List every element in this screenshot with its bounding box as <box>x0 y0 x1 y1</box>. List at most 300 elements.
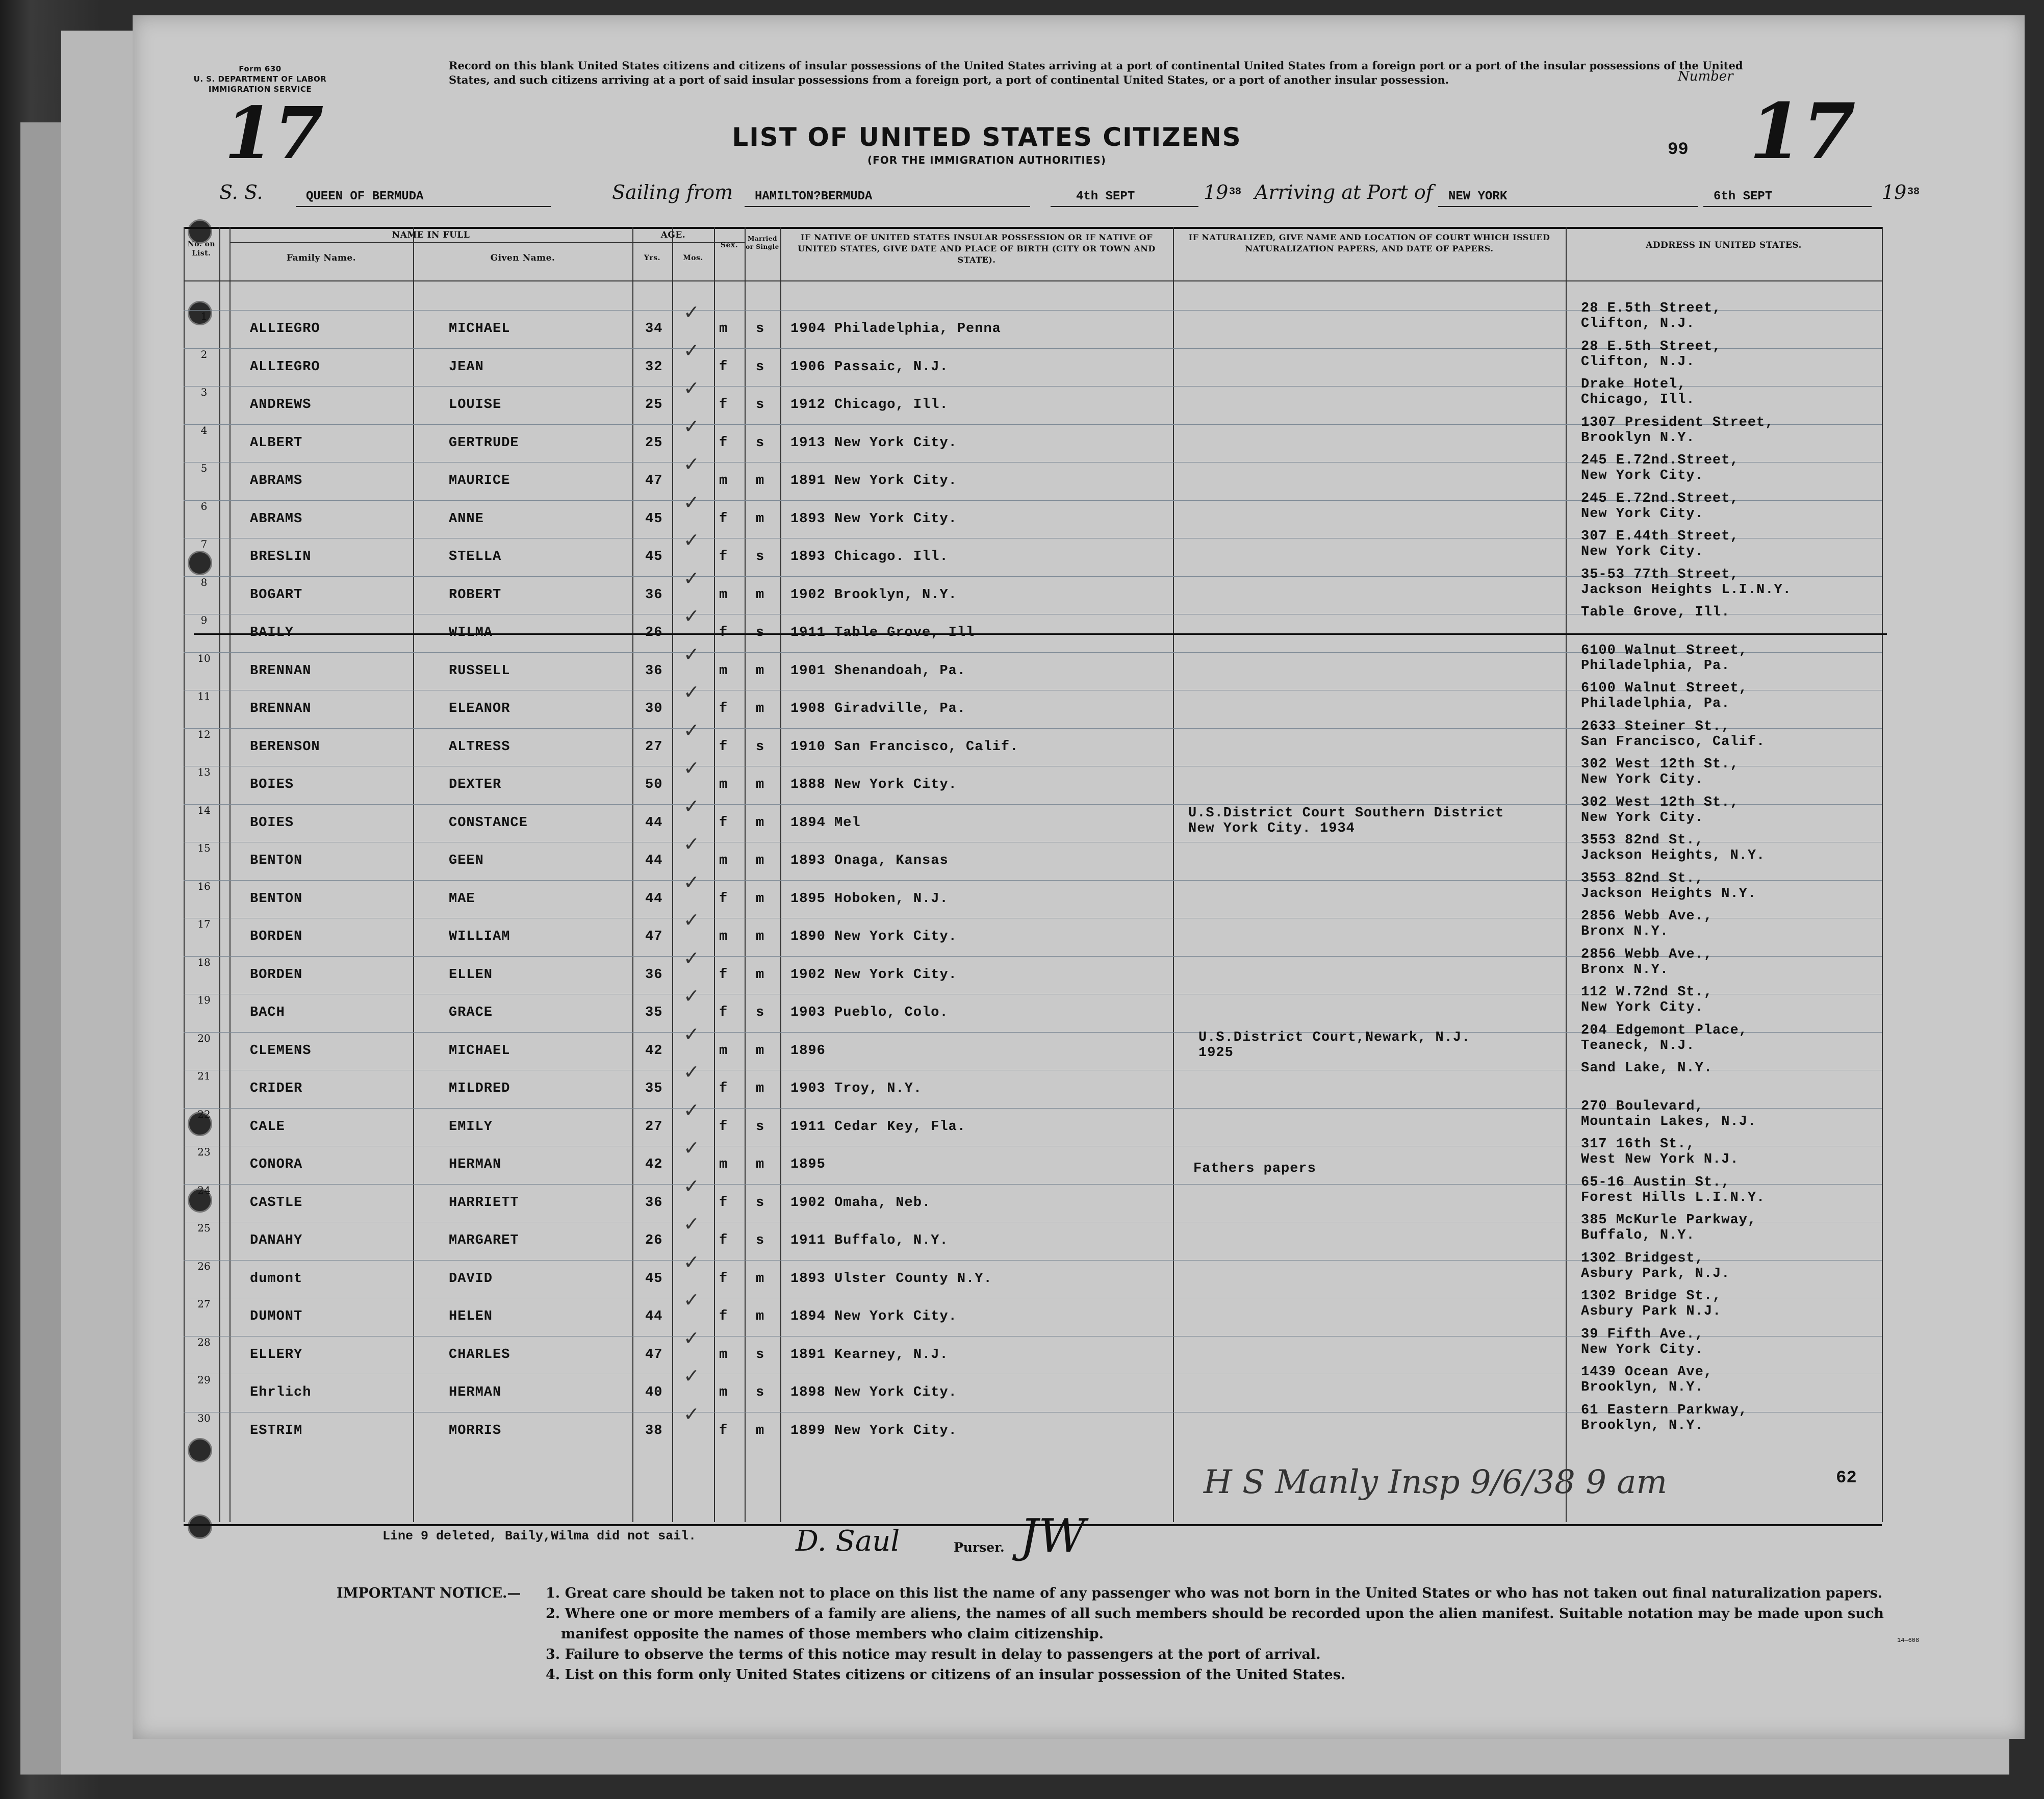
given-name: HELEN <box>449 1309 493 1324</box>
marital-status: s <box>756 1347 765 1363</box>
given-name: DEXTER <box>449 777 502 792</box>
sex: f <box>719 1005 728 1020</box>
marital-status: m <box>756 1043 765 1059</box>
sex: f <box>719 1195 728 1211</box>
check-mark-icon: ✓ <box>683 985 700 1007</box>
marital-status: m <box>756 473 765 489</box>
address-line-2: Clifton, N.J. <box>1581 354 1695 370</box>
col-header-mos: Mos. <box>683 254 703 262</box>
check-mark-icon: ✓ <box>683 1137 700 1159</box>
sex: f <box>719 549 728 564</box>
check-mark-icon: ✓ <box>683 1403 700 1425</box>
birth-date-place: 1902 Brooklyn, N.Y. <box>790 587 957 603</box>
notice-heading: IMPORTANT NOTICE.— <box>337 1585 521 1601</box>
address-line-1: Table Grove, Ill. <box>1581 605 1730 620</box>
family-name: CASTLE <box>250 1195 303 1211</box>
address-line-1: 65-16 Austin St., <box>1581 1175 1730 1190</box>
given-name: MAURICE <box>449 473 510 489</box>
family-name: BENTON <box>250 891 303 907</box>
address-line-1: 61 Eastern Parkway, <box>1581 1403 1748 1418</box>
arriving-label: Arriving at Port of <box>1255 181 1433 203</box>
sex: m <box>719 663 728 679</box>
check-mark-icon: ✓ <box>683 1365 700 1387</box>
family-name: BORDEN <box>250 929 303 944</box>
age-years: 35 <box>645 1081 663 1096</box>
age-years: 27 <box>645 1119 663 1135</box>
service-name: IMMIGRATION SERVICE <box>208 85 312 94</box>
purser-label: Purser. <box>954 1540 1005 1555</box>
address-line-1: 35-53 77th Street, <box>1581 567 1739 582</box>
notice-item: manifest opposite the names of those members who claim citizenship. <box>561 1626 1104 1642</box>
family-name: BENTON <box>250 853 303 868</box>
check-mark-icon: ✓ <box>683 453 700 475</box>
row-number: 26 <box>197 1260 211 1272</box>
check-mark-icon: ✓ <box>683 529 700 551</box>
marital-status: m <box>756 1081 765 1096</box>
marital-status: m <box>756 1309 765 1324</box>
birth-date-place: 1902 New York City. <box>790 967 957 983</box>
family-name: BOIES <box>250 777 294 792</box>
sex: m <box>719 1043 728 1059</box>
marital-status: s <box>756 1005 765 1020</box>
row-number: 25 <box>197 1222 211 1234</box>
address-line-1: 317 16th St., <box>1581 1137 1695 1152</box>
given-name: DAVID <box>449 1271 493 1287</box>
page-title: LIST OF UNITED STATES CITIZENS <box>732 122 1242 152</box>
column-rule <box>745 227 746 1522</box>
birth-date-place: 1903 Troy, N.Y. <box>790 1081 923 1096</box>
sex: m <box>719 1157 728 1172</box>
manifest-sheet <box>133 15 2025 1739</box>
birth-date-place: 1903 Pueblo, Colo. <box>790 1005 949 1020</box>
col-header-married: Married or Single <box>746 235 779 250</box>
handwritten-number-right: 17 <box>1749 87 1856 176</box>
check-mark-icon: ✓ <box>683 301 700 323</box>
check-mark-icon: ✓ <box>683 757 700 779</box>
sex: m <box>719 587 728 603</box>
column-rule <box>780 227 781 1522</box>
address-line-2: Brooklyn, N.Y. <box>1581 1380 1704 1395</box>
family-name: ALLIEGRO <box>250 359 320 375</box>
marital-status: s <box>756 1233 765 1248</box>
given-name: WILMA <box>449 625 493 640</box>
given-name: ELLEN <box>449 967 493 983</box>
row-number: 11 <box>197 690 211 702</box>
inspector-initials: JW <box>1020 1509 1086 1563</box>
given-name: CONSTANCE <box>449 815 528 831</box>
given-name: MARGARET <box>449 1233 519 1248</box>
col-header-age: AGE. <box>660 230 686 240</box>
deletion-note: Line 9 deleted, Baily,Wilma did not sail. <box>382 1529 697 1544</box>
column-rule <box>632 227 633 1522</box>
address-line-1: 302 West 12th St., <box>1581 795 1739 810</box>
header-rule <box>184 280 1882 281</box>
notice-item: 1. Great care should be taken not to place on this list the name of any passenger who was not born in the United States or who has not taken out final naturalization papers. <box>546 1585 1883 1601</box>
given-name: HARRIETT <box>449 1195 519 1211</box>
age-years: 27 <box>645 739 663 755</box>
naturalization-note: Fathers papers <box>1193 1161 1316 1176</box>
birth-date-place: 1893 Onaga, Kansas <box>790 853 949 868</box>
col-header-sex: Sex. <box>720 241 738 249</box>
birth-date-place: 1898 New York City. <box>790 1385 957 1400</box>
given-name: MICHAEL <box>449 1043 510 1059</box>
age-years: 44 <box>645 891 663 907</box>
marital-status: s <box>756 359 765 375</box>
age-years: 25 <box>645 397 663 413</box>
address-line-1: 3553 82nd St., <box>1581 833 1704 848</box>
age-years: 44 <box>645 1309 663 1324</box>
age-years: 45 <box>645 1271 663 1287</box>
family-name: ALBERT <box>250 435 303 451</box>
birth-date-place: 1894 Mel <box>790 815 861 831</box>
sex: f <box>719 891 728 907</box>
address-line-2: Philadelphia, Pa. <box>1581 696 1730 711</box>
address-line-2: New York City. <box>1581 810 1704 826</box>
given-name: MICHAEL <box>449 321 510 337</box>
family-name: BOIES <box>250 815 294 831</box>
row-number: 3 <box>200 386 208 398</box>
inspector-signature: H S Manly Insp 9/6/38 9 am <box>1204 1463 1668 1501</box>
family-name: CRIDER <box>250 1081 303 1096</box>
sailing-underline <box>745 206 1030 207</box>
address-line-2: Jackson Heights, N.Y. <box>1581 848 1766 863</box>
family-name: CONORA <box>250 1157 303 1172</box>
check-mark-icon: ✓ <box>683 795 700 817</box>
address-line-1: 39 Fifth Ave., <box>1581 1327 1704 1342</box>
birth-date-place: 1910 San Francisco, Calif. <box>790 739 1019 755</box>
col-header-given-name: Given Name. <box>490 253 555 263</box>
family-name: BACH <box>250 1005 285 1020</box>
given-name: EMILY <box>449 1119 493 1135</box>
given-name: MAE <box>449 891 475 907</box>
check-mark-icon: ✓ <box>683 947 700 969</box>
sex: f <box>719 739 728 755</box>
marital-status: s <box>756 1385 765 1400</box>
address-line-1: 3553 82nd St., <box>1581 871 1704 886</box>
arrival-port-underline <box>1438 206 1698 207</box>
col-header-birth: IF NATIVE OF UNITED STATES INSULAR POSSESSION OR IF NATIVE OF UNITED STATES, GIVE DATE AND PLACE OF BIRTH (CITY OR TOWN AND STATE). <box>798 233 1156 265</box>
check-mark-icon: ✓ <box>683 681 700 703</box>
family-name: ELLERY <box>250 1347 303 1363</box>
sex: f <box>719 359 728 375</box>
family-name: DUMONT <box>250 1309 303 1324</box>
check-mark-icon: ✓ <box>683 567 700 589</box>
marital-status: s <box>756 321 765 337</box>
row-number: 7 <box>200 538 208 550</box>
sex: m <box>719 473 728 489</box>
address-line-2: New York City. <box>1581 1000 1704 1015</box>
birth-date-place: 1913 New York City. <box>790 435 957 451</box>
sex: f <box>719 701 728 716</box>
check-mark-icon: ✓ <box>683 415 700 438</box>
row-number: 18 <box>197 956 211 968</box>
notice-item: 2. Where one or more members of a family are aliens, the names of all such members should be recorded upon the alien manifest. Suitable notation may be made upon such <box>546 1606 1884 1622</box>
age-years: 44 <box>645 815 663 831</box>
family-name: CLEMENS <box>250 1043 312 1059</box>
address-line-1: Drake Hotel, <box>1581 377 1687 392</box>
age-years: 40 <box>645 1385 663 1400</box>
row-number: 14 <box>197 804 211 816</box>
sex: m <box>719 777 728 792</box>
arrival-date: 6th SEPT <box>1714 190 1773 203</box>
marital-status: m <box>756 891 765 907</box>
check-mark-icon: ✓ <box>683 719 700 741</box>
check-mark-icon: ✓ <box>683 1289 700 1311</box>
row-number: 20 <box>197 1032 211 1044</box>
check-mark-icon: ✓ <box>683 909 700 931</box>
address-line-1: 385 McKurle Parkway, <box>1581 1213 1757 1228</box>
given-name: LOUISE <box>449 397 502 413</box>
check-mark-icon: ✓ <box>683 491 700 513</box>
check-mark-icon: ✓ <box>683 1213 700 1235</box>
birth-date-place: 1901 Shenandoah, Pa. <box>790 663 966 679</box>
header-instructions: Record on this blank United States citizens and citizens of insular possessions of the United States arriving at a port of continental United States from a foreign port or a port of the insular possessions of the United States, and such citizens arriving at a port of said insular possessions from a foreign port, a port of continental United States, or a port of another insular possession. <box>449 59 1743 86</box>
row-number: 12 <box>197 728 211 740</box>
depart-year-prefix: 19 <box>1204 181 1229 203</box>
form-identifier <box>184 64 337 94</box>
address-line-1: 1439 Ocean Ave, <box>1581 1365 1713 1380</box>
birth-date-place: 1890 New York City. <box>790 929 957 944</box>
row-number: 4 <box>200 424 208 436</box>
age-years: 42 <box>645 1157 663 1172</box>
naturalization-note: U.S.District Court Southern District <box>1188 806 1504 821</box>
page-subtitle: (FOR THE IMMIGRATION AUTHORITIES) <box>867 154 1106 166</box>
sex: m <box>719 321 728 337</box>
marital-status: s <box>756 549 765 564</box>
age-years: 42 <box>645 1043 663 1059</box>
address-line-2: Bronx N.Y. <box>1581 962 1669 978</box>
age-years: 36 <box>645 663 663 679</box>
address-line-1: 6100 Walnut Street, <box>1581 681 1748 696</box>
given-name: RUSSELL <box>449 663 510 679</box>
given-name: ANNE <box>449 511 484 527</box>
given-name: HERMAN <box>449 1385 502 1400</box>
address-line-2: Asbury Park N.J. <box>1581 1304 1722 1319</box>
given-name: STELLA <box>449 549 502 564</box>
sex: m <box>719 1347 728 1363</box>
sex: f <box>719 1233 728 1248</box>
row-number: 22 <box>197 1108 211 1120</box>
row-number: 6 <box>200 500 208 512</box>
family-name: ALLIEGRO <box>250 321 320 337</box>
arrival-year: 38 <box>1907 186 1920 198</box>
column-rule <box>714 227 715 1522</box>
check-mark-icon: ✓ <box>683 1175 700 1197</box>
family-name: ABRAMS <box>250 473 303 489</box>
family-name: BOGART <box>250 587 303 603</box>
birth-date-place: 1902 Omaha, Neb. <box>790 1195 931 1211</box>
sex: f <box>719 815 728 831</box>
address-line-1: 6100 Walnut Street, <box>1581 643 1748 658</box>
family-name: BRENNAN <box>250 663 312 679</box>
marital-status: m <box>756 815 765 831</box>
birth-date-place: 1895 Hoboken, N.J. <box>790 891 949 907</box>
given-name: WILLIAM <box>449 929 510 944</box>
naturalization-note: U.S.District Court,Newark, N.J. <box>1198 1030 1471 1045</box>
form-code: 14—608 <box>1897 1637 1920 1644</box>
birth-date-place: 1895 <box>790 1157 826 1172</box>
given-name: ELEANOR <box>449 701 510 716</box>
sex: f <box>719 435 728 451</box>
check-mark-icon: ✓ <box>683 1061 700 1083</box>
sex: f <box>719 1309 728 1324</box>
column-rule <box>672 227 673 1522</box>
address-line-2: Philadelphia, Pa. <box>1581 658 1730 674</box>
row-number: 13 <box>197 766 211 778</box>
given-name: GRACE <box>449 1005 493 1020</box>
address-line-1: 112 W.72nd St., <box>1581 985 1713 1000</box>
col-header-name-in-full: NAME IN FULL <box>392 230 470 240</box>
age-years: 36 <box>645 967 663 983</box>
marital-status: m <box>756 777 765 792</box>
address-line-1: 1302 Bridgest, <box>1581 1251 1704 1266</box>
address-line-1: 2856 Webb Ave., <box>1581 947 1713 962</box>
row-number: 23 <box>197 1146 211 1158</box>
address-line-2: Brooklyn N.Y. <box>1581 430 1695 446</box>
birth-date-place: 1912 Chicago, Ill. <box>790 397 949 413</box>
age-years: 26 <box>645 1233 663 1248</box>
address-line-1: 302 West 12th St., <box>1581 757 1739 772</box>
row-number: 27 <box>197 1298 211 1310</box>
age-years: 47 <box>645 929 663 944</box>
sex: f <box>719 397 728 413</box>
given-name: ROBERT <box>449 587 502 603</box>
row-number: 1 <box>200 310 208 322</box>
notice-item: 3. Failure to observe the terms of this notice may result in delay to passengers at the port of arrival. <box>546 1647 1321 1662</box>
ship-underline <box>296 206 551 207</box>
given-name: ALTRESS <box>449 739 510 755</box>
age-years: 32 <box>645 359 663 375</box>
family-name: CALE <box>250 1119 285 1135</box>
row-number: 21 <box>197 1070 211 1082</box>
form-number: Form 630 <box>239 64 282 73</box>
address-line-1: 2633 Steiner St., <box>1581 719 1730 734</box>
birth-date-place: 1904 Philadelphia, Penna <box>790 321 1001 337</box>
address-line-2: Mountain Lakes, N.J. <box>1581 1114 1757 1129</box>
marital-status: m <box>756 929 765 944</box>
sex: f <box>719 1423 728 1438</box>
age-years: 26 <box>645 625 663 640</box>
row-number: 24 <box>197 1184 211 1196</box>
age-years: 34 <box>645 321 663 337</box>
sex: f <box>719 1081 728 1096</box>
address-line-2: Clifton, N.J. <box>1581 316 1695 331</box>
address-line-2: Asbury Park, N.J. <box>1581 1266 1730 1281</box>
address-line-2: New York City. <box>1581 506 1704 522</box>
address-line-2: New York City. <box>1581 1342 1704 1357</box>
given-name: MILDRED <box>449 1081 510 1096</box>
row-number: 10 <box>197 652 211 664</box>
birth-date-place: 1894 New York City. <box>790 1309 957 1324</box>
row-number: 29 <box>197 1374 211 1386</box>
family-name: ABRAMS <box>250 511 303 527</box>
marital-status: m <box>756 663 765 679</box>
age-years: 47 <box>645 473 663 489</box>
age-years: 25 <box>645 435 663 451</box>
column-rule <box>229 227 231 1522</box>
arrival-date-underline <box>1703 206 1872 207</box>
col-header-naturalization: IF NATURALIZED, GIVE NAME AND LOCATION OF COURT WHICH ISSUED NATURALIZATION PAPERS, AND DATE OF PAPERS. <box>1188 233 1550 253</box>
sex: f <box>719 625 728 640</box>
age-years: 38 <box>645 1423 663 1438</box>
address-line-2: Jackson Heights L.I.N.Y. <box>1581 582 1792 598</box>
address-line-2: Forest Hills L.I.N.Y. <box>1581 1190 1766 1205</box>
sex: f <box>719 1271 728 1287</box>
depart-date: 4th SEPT <box>1076 190 1135 203</box>
marital-status: m <box>756 1157 765 1172</box>
address-line-2: Chicago, Ill. <box>1581 392 1695 407</box>
depart-date-underline <box>1051 206 1198 207</box>
sailing-from: HAMILTON?BERMUDA <box>755 190 873 203</box>
address-line-1: 245 E.72nd.Street, <box>1581 491 1739 506</box>
marital-status: m <box>756 1423 765 1438</box>
family-name: BAILY <box>250 625 294 640</box>
check-mark-icon: ✓ <box>683 1099 700 1121</box>
age-years: 47 <box>645 1347 663 1363</box>
naturalization-note: 1925 <box>1198 1045 1234 1061</box>
family-name: ANDREWS <box>250 397 312 413</box>
marital-status: s <box>756 739 765 755</box>
row-number: 8 <box>200 576 208 588</box>
address-line-1: 204 Edgemont Place, <box>1581 1023 1748 1038</box>
header-rule <box>229 242 745 243</box>
column-rule <box>413 227 414 1522</box>
sex: m <box>719 853 728 868</box>
col-header-yrs: Yrs. <box>644 254 661 262</box>
row-number: 17 <box>197 918 211 930</box>
ship-name: QUEEN OF BERMUDA <box>306 190 424 203</box>
family-name: ESTRIM <box>250 1423 303 1438</box>
check-mark-icon: ✓ <box>683 643 700 665</box>
address-line-2: Buffalo, N.Y. <box>1581 1228 1695 1243</box>
given-name: GEEN <box>449 853 484 868</box>
birth-date-place: 1893 New York City. <box>790 511 957 527</box>
family-name: DANAHY <box>250 1233 303 1248</box>
row-number: 19 <box>197 994 211 1006</box>
marital-status: m <box>756 511 765 527</box>
marital-status: m <box>756 701 765 716</box>
age-years: 30 <box>645 701 663 716</box>
column-rule <box>184 227 185 1522</box>
marital-status: s <box>756 625 765 640</box>
address-line-2: San Francisco, Calif. <box>1581 734 1766 750</box>
family-name: Ehrlich <box>250 1385 312 1400</box>
row-number: 16 <box>197 880 211 892</box>
address-line-2: New York City. <box>1581 468 1704 483</box>
notice-item: 4. List on this form only United States citizens or citizens of an insular possession of the United States. <box>546 1667 1346 1683</box>
col-header-no: No. on List. <box>187 240 216 258</box>
address-line-1: Sand Lake, N.Y. <box>1581 1061 1713 1076</box>
birth-date-place: 1911 Buffalo, N.Y. <box>790 1233 949 1248</box>
age-years: 50 <box>645 777 663 792</box>
address-line-1: 28 E.5th Street, <box>1581 301 1722 316</box>
marital-status: s <box>756 435 765 451</box>
sex: f <box>719 967 728 983</box>
column-rule <box>1882 227 1883 1522</box>
column-rule <box>1566 227 1567 1522</box>
number-label: Number <box>1678 69 1733 84</box>
ss-label: S. S. <box>219 181 263 203</box>
address-line-1: 1307 President Street, <box>1581 415 1774 430</box>
birth-date-place: 1899 New York City. <box>790 1423 957 1438</box>
birth-date-place: 1911 Cedar Key, Fla. <box>790 1119 966 1135</box>
marital-status: s <box>756 1119 765 1135</box>
address-line-2: Teaneck, N.J. <box>1581 1038 1695 1053</box>
address-line-2: Bronx N.Y. <box>1581 924 1669 939</box>
age-years: 36 <box>645 587 663 603</box>
check-mark-icon: ✓ <box>683 1251 700 1273</box>
address-line-2: Jackson Heights N.Y. <box>1581 886 1757 902</box>
